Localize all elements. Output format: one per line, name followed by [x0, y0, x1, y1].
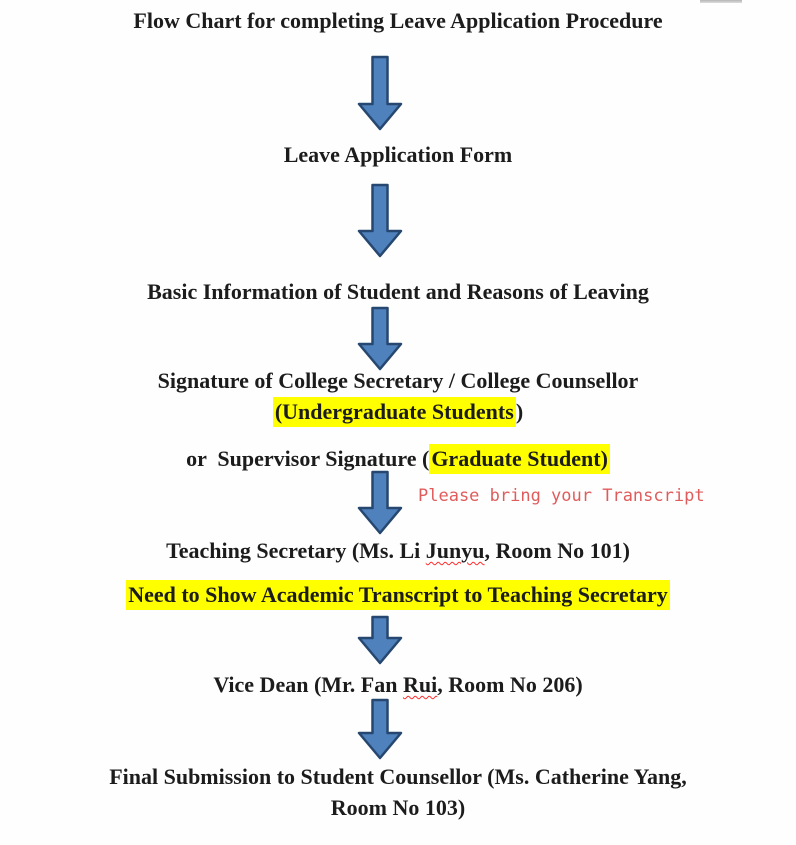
down-arrow-icon — [357, 55, 403, 131]
teaching-secretary-post: , Room No 101) — [484, 538, 630, 563]
step-teaching-secretary — [0, 536, 796, 566]
graduate-student-highlight: Graduate Student) — [429, 444, 610, 474]
undergraduate-students-highlight: (Undergraduate Students — [273, 397, 516, 427]
scrollbar-top-artifact — [700, 0, 742, 3]
down-arrow-icon — [357, 470, 403, 535]
closing-paren: ) — [515, 399, 524, 424]
flowchart-title: Flow Chart for completing Leave Application Procedure — [133, 8, 663, 33]
teaching-secretary-pre: Teaching Secretary (Ms. Li — [166, 538, 426, 563]
supervisor-signature-text: or Supervisor Signature ( — [186, 446, 430, 471]
final-submission-line2: Room No 103) — [330, 795, 466, 820]
vice-dean-pre: Vice Dean (Mr. Fan — [213, 672, 403, 697]
teaching-secretary-name: Junyu — [425, 538, 485, 563]
down-arrow-icon — [357, 306, 403, 371]
step-vice-dean — [0, 670, 796, 700]
step-basic-information: Basic Information of Student and Reasons of Leaving — [147, 279, 649, 304]
final-submission-line1: Final Submission to Student Counsellor (Ms. Catherine Yang, — [109, 764, 687, 789]
step-signature-college-line2 — [0, 397, 796, 427]
transcript-requirement-line — [0, 580, 796, 610]
down-arrow-icon — [357, 615, 403, 665]
down-arrow-icon — [357, 183, 403, 258]
step-final-submission — [0, 761, 796, 823]
down-arrow-icon — [357, 698, 403, 760]
transcript-reminder-note: Please bring your Transcript — [418, 486, 705, 506]
vice-dean-name: Rui — [402, 672, 438, 697]
need-show-transcript-highlight: Need to Show Academic Transcript to Teaching Secretary — [126, 580, 670, 610]
step-leave-application-form: Leave Application Form — [283, 142, 513, 167]
vice-dean-post: , Room No 206) — [437, 672, 583, 697]
step-signature-college-line1: Signature of College Secretary / College Counsellor — [157, 368, 639, 393]
